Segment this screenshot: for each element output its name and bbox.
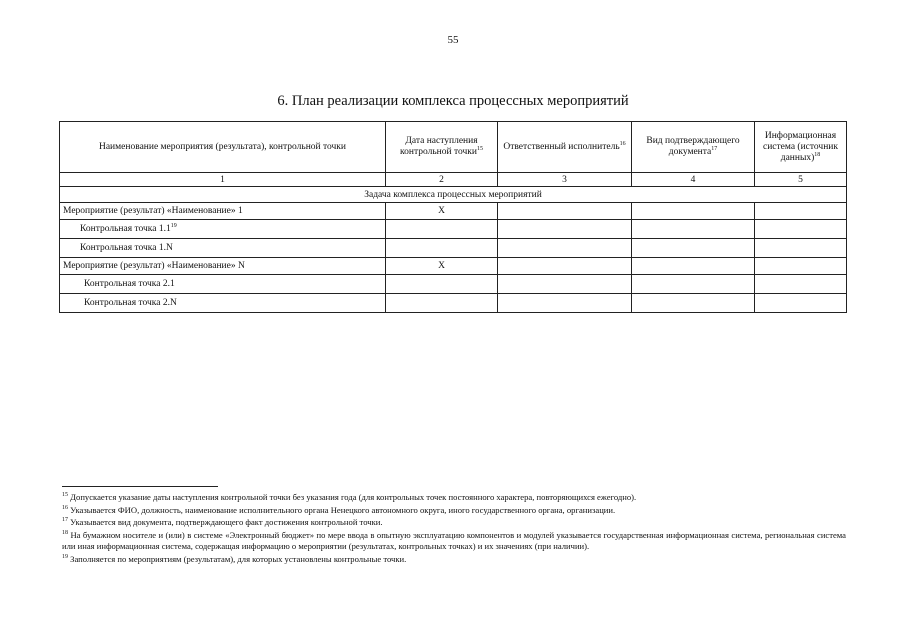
header-cell-name: Наименование мероприятия (результата), контрольной точки [60, 122, 386, 173]
executor-cell [498, 294, 632, 313]
header-cell-executor: Ответственный исполнитель$^{16}$ [498, 122, 632, 173]
row-name: Контрольная точка 2.N [60, 294, 386, 313]
footnote: $^{16}$ Указывается ФИО, должность, наименование исполнительного органа Ненецкого автономного округа, иного государственного органа, организации. [62, 504, 616, 515]
footnote: $^{18}$ На бумажном носителе и (или) в системе «Электронный бюджет» по мере ввода в опытную эксплуатацию компонентов и модулей указывается государственная информационная система, региональная система или иная информационная система, содержащая информацию о мероприятии (результатах, контрольных точках) и их значениях (при наличии). [62, 530, 846, 552]
date-cell: X [386, 203, 498, 220]
document-cell [632, 275, 755, 294]
executor-cell [498, 220, 632, 239]
executor-cell [498, 239, 632, 258]
system-cell [755, 258, 847, 275]
page-number: 55 [447, 34, 459, 46]
column-number: 2 [386, 173, 498, 187]
table-row [60, 275, 847, 294]
header-cell-system: Информационная система (источник данных)$^{18}$ [755, 122, 847, 173]
date-cell [386, 275, 498, 294]
column-number: 5 [755, 173, 847, 187]
table-row [60, 258, 847, 275]
column-number-row [60, 173, 847, 187]
footnote: $^{15}$ Допускается указание даты наступления контрольной точки без указания года (для контрольных точек постоянного характера, повторяющихся ежегодно). [62, 492, 637, 502]
row-name: Мероприятие (результат) «Наименование» N [60, 258, 386, 275]
system-cell [755, 203, 847, 220]
table-row [60, 239, 847, 258]
document-cell [632, 258, 755, 275]
system-cell [755, 294, 847, 313]
column-number: 3 [498, 173, 632, 187]
system-cell [755, 239, 847, 258]
footnotes [62, 492, 846, 567]
date-cell [386, 294, 498, 313]
system-cell [755, 220, 847, 239]
row-name: Мероприятие (результат) «Наименование» 1 [60, 203, 386, 220]
date-cell: X [386, 258, 498, 275]
row-name: Контрольная точка $1.1^{19}$ [60, 220, 386, 239]
column-number: 1 [60, 173, 386, 187]
footnote: $^{17}$ Указывается вид документа, подтверждающего факт достижения контрольной точки. [62, 517, 383, 528]
plan-table [59, 121, 847, 313]
executor-cell [498, 258, 632, 275]
row-name: Контрольная точка 2.1 [60, 275, 386, 294]
row-name: Контрольная точка 1.N [60, 239, 386, 258]
system-cell [755, 275, 847, 294]
document-cell [632, 294, 755, 313]
executor-cell [498, 203, 632, 220]
document-cell [632, 220, 755, 239]
task-cell: Задача комплекса процессных мероприятий [60, 187, 847, 203]
document-cell [632, 203, 755, 220]
document-cell [632, 239, 755, 258]
executor-cell [498, 275, 632, 294]
header-cell-date: Дата наступления контрольной точки$^{15}$ [386, 122, 498, 173]
footnote: $^{19}$ Заполняется по мероприятиям (результатам), для которых установлены контрольные точки. [62, 554, 407, 565]
table-row [60, 203, 847, 220]
date-cell [386, 239, 498, 258]
header-row [60, 122, 847, 173]
page-title: 6. План реализации комплекса процессных мероприятий [277, 93, 629, 109]
table-row [60, 220, 847, 239]
task-row [60, 187, 847, 203]
date-cell [386, 220, 498, 239]
footnote-divider [62, 486, 218, 487]
column-number: 4 [632, 173, 755, 187]
table-row [60, 294, 847, 313]
header-cell-document: Вид подтверждающего документа$^{17}$ [632, 122, 755, 173]
